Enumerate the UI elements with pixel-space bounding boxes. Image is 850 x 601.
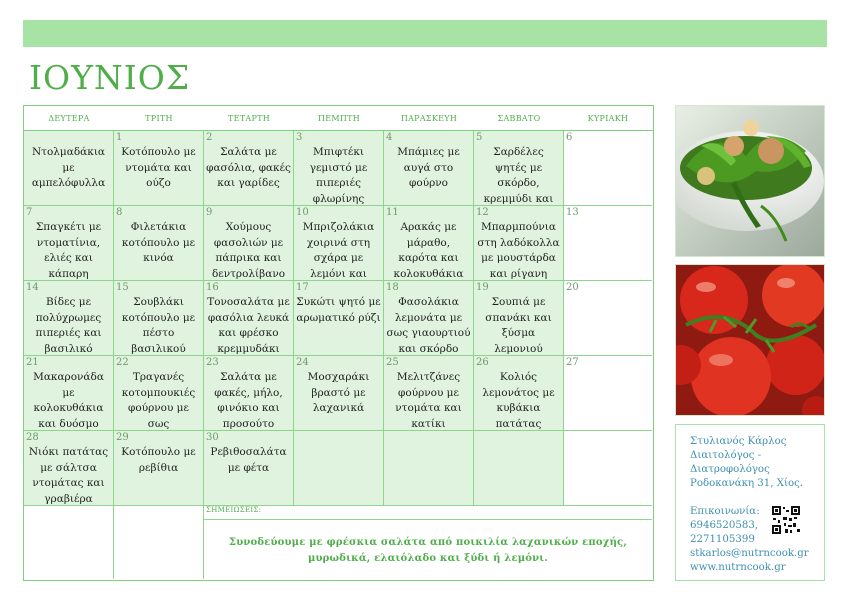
empty-cell <box>24 506 114 579</box>
day-number: 10 <box>296 207 309 218</box>
calendar-day-cell[interactable] <box>204 281 294 356</box>
day-number: 20 <box>566 282 579 293</box>
day-number: 5 <box>476 132 483 143</box>
meal-text: Βίδες με πολύχρωμες πιπεριές και βασιλικό <box>35 296 102 355</box>
qr-code-icon <box>771 505 801 535</box>
day-number: 29 <box>116 432 129 443</box>
calendar-day-cell[interactable] <box>564 131 652 206</box>
salad-photo <box>675 105 825 257</box>
day-number: 30 <box>206 432 219 443</box>
day-number: 17 <box>296 282 309 293</box>
calendar-day-cell[interactable] <box>564 431 652 506</box>
day-number: 9 <box>206 207 213 218</box>
day-number: 22 <box>116 357 129 368</box>
calendar-day-cell[interactable] <box>294 281 384 356</box>
calendar-day-cell[interactable] <box>384 206 474 281</box>
day-number: 7 <box>26 207 33 218</box>
meal-text: Νιόκι πατάτας με σάλτσα ντομάτας και γραβιέρα <box>28 446 109 505</box>
meal-text: Σαλάτα με φασόλια, φακές και γαρίδες <box>206 146 291 189</box>
meal-text: Κολιός λεμονάτος με κυβάκια πατάτας <box>482 371 555 430</box>
day-number: 18 <box>386 282 399 293</box>
calendar-day-cell[interactable] <box>114 356 204 431</box>
header-bar <box>23 20 827 47</box>
day-number: 6 <box>566 132 573 143</box>
day-number: 24 <box>296 357 309 368</box>
dietitian-title: Διαιτολόγος - <box>690 450 762 461</box>
weekday-label: ΣΑΒΒΑΤΟ <box>497 114 541 123</box>
calendar-day-cell[interactable] <box>24 131 114 206</box>
day-number: 3 <box>296 132 303 143</box>
day-number: 8 <box>116 207 123 218</box>
day-number: 21 <box>26 357 39 368</box>
day-number: 23 <box>206 357 219 368</box>
calendar-day-cell[interactable] <box>294 131 384 206</box>
empty-cell <box>114 506 204 579</box>
day-number: 4 <box>386 132 393 143</box>
weekday-label: ΚΥΡΙΑΚΗ <box>587 114 629 123</box>
email-link[interactable]: stkarlos@nutrncook.gr <box>690 548 809 559</box>
meal-text: Φιλετάκια κοτόπουλο με κινόα <box>121 221 196 264</box>
meal-text: Σουβλάκι κοτόπουλο με πέστο βασιλικού <box>121 296 196 355</box>
meal-text: Σπαγκέτι με ντοματίνια, ελιές και κάπαρη <box>35 221 102 280</box>
calendar-day-cell[interactable] <box>204 206 294 281</box>
meal-text: Ντολμαδάκια με αμπελόφυλλα <box>31 146 106 189</box>
weekday-label: ΤΡΙΤΗ <box>145 114 173 123</box>
calendar-day-cell[interactable] <box>24 431 114 506</box>
meal-text: Μπιφτέκι γεμιστό με πιπεριές φλωρίνης <box>309 146 368 205</box>
calendar-day-cell[interactable] <box>564 281 652 356</box>
calendar-day-cell[interactable] <box>204 431 294 506</box>
calendar-day-cell[interactable] <box>384 281 474 356</box>
meal-text: Συκώτι ψητό με αρωματικό ρύζι <box>296 296 381 324</box>
calendar-day-cell[interactable] <box>474 131 564 206</box>
notes-divider <box>204 519 652 520</box>
calendar-day-cell[interactable] <box>114 131 204 206</box>
calendar-day-cell[interactable] <box>114 206 204 281</box>
notes-text: Συνοδεύουμε με φρέσκια σαλάτα από ποικιλία λαχανικών εποχής, μυρωδικά, ελαιόλαδο και ξύδι ή λεμόνι. <box>228 537 628 564</box>
dietitian-title-2: Διατροφολόγος <box>690 464 770 475</box>
day-number: 25 <box>386 357 399 368</box>
day-number: 13 <box>566 207 579 218</box>
day-number: 28 <box>26 432 39 443</box>
calendar-day-cell[interactable] <box>24 281 114 356</box>
day-number: 1 <box>116 132 123 143</box>
meal-text: Φασολάκια λεμονάτα με σως γιαουρτιού και σκόρδο <box>386 296 471 355</box>
notes-label: ΣΗΜΕΙΩΣΕΙΣ: <box>206 506 262 514</box>
day-number: 19 <box>476 282 489 293</box>
weekday-label: ΔΕΥΤΕΡΑ <box>48 114 90 123</box>
calendar-day-cell[interactable] <box>294 431 384 506</box>
calendar-day-cell[interactable] <box>384 431 474 506</box>
calendar-day-cell[interactable] <box>24 356 114 431</box>
calendar-day-cell[interactable] <box>114 431 204 506</box>
calendar-day-cell[interactable] <box>384 356 474 431</box>
calendar-day-cell[interactable] <box>474 281 564 356</box>
calendar-day-cell[interactable] <box>294 356 384 431</box>
calendar-day-cell[interactable] <box>564 356 652 431</box>
calendar-day-cell[interactable] <box>474 431 564 506</box>
calendar-day-cell[interactable] <box>204 356 294 431</box>
calendar-day-cell[interactable] <box>564 206 652 281</box>
calendar-grid <box>23 105 654 581</box>
meal-text: Αρακάς με μάραθο, καρότα και κολοκυθάκια <box>393 221 464 280</box>
calendar-day-cell[interactable] <box>24 206 114 281</box>
meal-text: Τραγανές κοτομπουκιές φούρνου με σως <box>121 371 196 430</box>
day-number: 11 <box>386 207 399 218</box>
dietitian-name: Στυλιανός Κάρλος <box>690 436 787 447</box>
meal-text: Μπαρμπούνια στη λαδόκολλα με μουστάρδα και ρίγανη <box>477 221 560 280</box>
meal-text: Μελιτζάνες φούρνου με ντομάτα και κατίκι <box>395 371 462 430</box>
meal-text: Μπριζολάκια χοιρινά στη σχάρα με λεμόνι και <box>302 221 375 280</box>
contact-card <box>675 424 825 581</box>
weekday-label: ΠΑΡΑΣΚΕΥΗ <box>400 114 458 123</box>
month-title: ΙΟΥΝΙΟΣ <box>29 58 191 97</box>
website-link[interactable]: www.nutrncook.gr <box>690 562 786 573</box>
day-number: 14 <box>26 282 39 293</box>
weekday-label: ΠΕΜΠΤΗ <box>317 114 361 123</box>
calendar-day-cell[interactable] <box>474 206 564 281</box>
tomatoes-photo <box>675 264 825 416</box>
meal-text: Ρεβιθοσαλάτα με φέτα <box>210 446 287 474</box>
meal-text: Τονοσαλάτα με φασόλια λευκά και φρέσκο κρεμμυδάκι <box>207 296 290 355</box>
meal-text: Κοτόπουλο με ρεβίθια <box>121 446 196 474</box>
calendar-day-cell[interactable] <box>204 131 294 206</box>
meal-text: Χούμους φασολιών με πάπρικα και δεντρολίβανο <box>211 221 286 280</box>
contact-label: Επικοινωνία: <box>690 506 760 517</box>
meal-text: Κοτόπουλο με ντομάτα και ούζο <box>121 146 196 189</box>
meal-text: Μακαρονάδα με κολοκυθάκια και δυόσμο <box>33 371 104 430</box>
address: Ροδοκανάκη 31, Χίος. <box>690 478 804 489</box>
meal-text: Σουπιά με σπανάκι και ξύσμα λεμονιού <box>485 296 552 355</box>
calendar-day-cell[interactable] <box>114 281 204 356</box>
day-number: 16 <box>206 282 219 293</box>
day-number: 27 <box>566 357 579 368</box>
day-number: 26 <box>476 357 489 368</box>
calendar-day-cell[interactable] <box>384 131 474 206</box>
calendar-day-cell[interactable] <box>294 206 384 281</box>
phone-2: 2271105399 <box>690 534 755 545</box>
day-number: 2 <box>206 132 213 143</box>
day-number: 15 <box>116 282 129 293</box>
calendar-day-cell[interactable] <box>474 356 564 431</box>
meal-text: Μοσχαράκι βραστό με λαχανικά <box>307 371 370 414</box>
weekday-header <box>24 106 653 131</box>
weekday-label: ΤΕΤΑΡΤΗ <box>227 114 271 123</box>
meal-text: Σαρδέλες ψητές με σκόρδο, κρεμμύδι και <box>483 146 554 205</box>
meal-text: Μπάμιες με αυγά στο φούρνο <box>397 146 460 189</box>
phone-1: 6946520583, <box>690 520 759 531</box>
notes-section <box>204 506 652 579</box>
meal-text: Σαλάτα με φακές, μήλο, φινόκιο και προσούτο <box>214 371 283 430</box>
day-number: 12 <box>476 207 489 218</box>
